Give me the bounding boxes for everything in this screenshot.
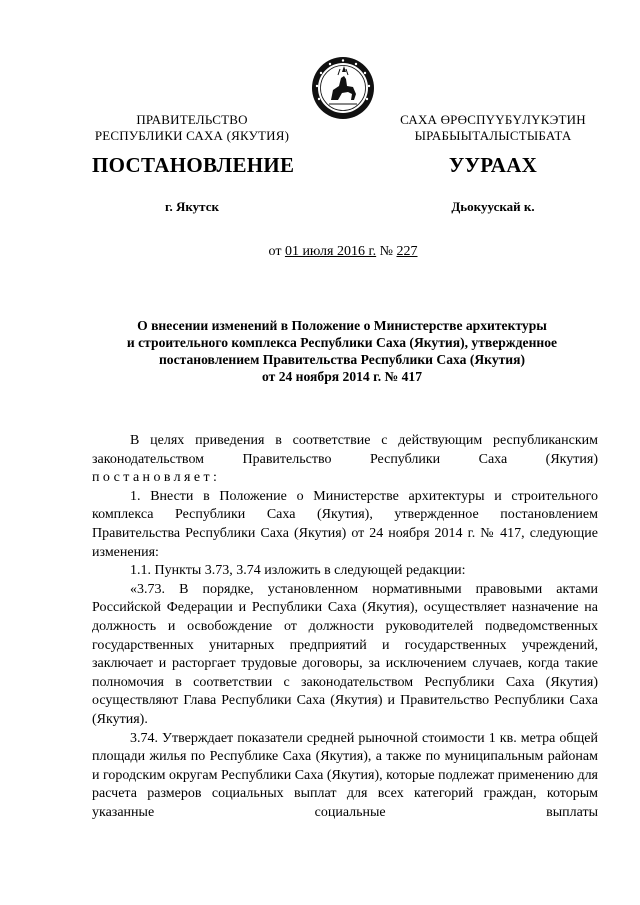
subject-line: О внесении изменений в Положение о Министерстве архитектуры [137,318,547,333]
city-sakha: Дьокуускай к. [451,199,535,214]
subject-line: постановлением Правительства Республики Саха (Якутия) [158,352,526,367]
subject-line: и строительного комплекса Республики Саха (Якутия), утвержденное [126,335,558,350]
date-and-number [0,244,640,260]
subject-line: от 24 ноября 2014 г. № 417 [262,369,422,384]
city-russian: г. Якутск [165,199,219,214]
document-subject [92,317,592,385]
document-body [92,432,598,822]
issuer-sah-line-1: САХА ӨРӨСПҮҮБҮЛҮКЭТИН [400,112,586,127]
item-1-paragraph: 1. Внести в Положение о Министерстве архитектуры и строительного комплекса Республики Саха (Якутия), утвержденное постановлением Правительства Республики Саха (Якутия) от 24 ноября 2014 г. № 417, следующие изменения: [92,488,598,560]
issuer-sakha [383,112,603,144]
document-number: 227 [396,244,418,259]
issuer-sah-line-2: ЫРАБЫЫТАЛЫСТЫБАТА [414,128,572,143]
clause-3-74-paragraph: 3.74. Утверждает показатели средней рыночной стоимости 1 кв. метра общей площади жилья по Республике Саха (Якутия), а также по муниципальным районам и городским округам Республики Саха (Якутия), которые подлежат применению для расчета размеров социальных выплат для всех категорий граждан, которым указанные социальные выплаты [92,730,598,820]
number-prefix: № [376,244,397,259]
sakha-republic-emblem-icon [311,56,375,120]
issuer-ru-line-1: ПРАВИТЕЛЬСТВО [136,112,248,127]
date-prefix: от [268,244,285,259]
document-date: 01 июля 2016 г. [284,244,377,259]
issuer-ru-line-2: РЕСПУБЛИКИ САХА (ЯКУТИЯ) [94,128,290,143]
document-type-sakha: УУРААХ [448,153,538,177]
clause-3-73-paragraph: «3.73. В порядке, установленном нормативными правовыми актами Российской Федерации и Республики Саха (Якутия), осуществляет назначение на должность и освобождение от должности руководителей подведомственных государственных унитарных предприятий и государственных учреждений, заключает и расторгает трудовые договоры, за исключением случаев, когда такие полномочия в соответствии с законодательством Республики Саха (Якутия) осуществляют Глава Республики Саха (Якутия) и Правительство Республики Саха (Якутия). [92,581,598,727]
document-type-russian: ПОСТАНОВЛЕНИЕ [92,153,295,177]
item-1-1-paragraph: 1.1. Пункты 3.73, 3.74 изложить в следующей редакции: [130,563,466,579]
preamble-paragraph: В целях приведения в соответствие с действующим республиканским законодательством Правительство Республики Саха (Якутия) [92,433,598,467]
resolves-word: постановляет: [92,470,221,486]
issuer-russian [92,112,292,144]
